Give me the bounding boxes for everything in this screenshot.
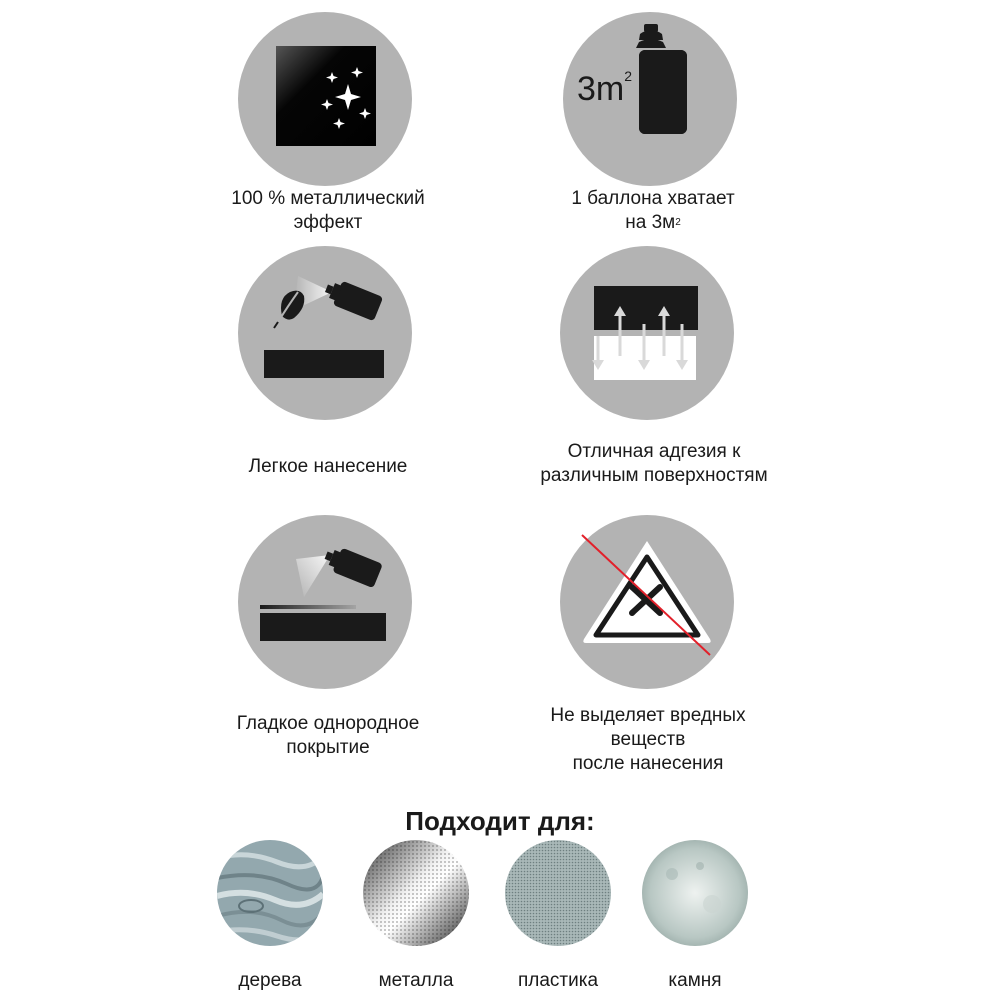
metal-texture-icon (363, 840, 469, 946)
smooth-coating-label: Гладкое однородное покрытие (236, 713, 420, 758)
plastic-texture-icon (505, 840, 611, 946)
sparkle-square-icon (238, 12, 412, 186)
material-plastic (505, 840, 611, 946)
material-label-wood: дерева (238, 970, 302, 991)
stone-texture-icon (642, 840, 748, 946)
material-label-metal: металла (378, 970, 454, 991)
material-wood (217, 840, 323, 946)
material-label-plastic: пластика (517, 970, 599, 991)
can-coverage-text: $3m^2$ (577, 68, 633, 108)
material-metal (363, 840, 469, 946)
material-label-stone: камня (668, 970, 722, 991)
wood-texture-icon (217, 840, 323, 946)
suitable-heading: Подходит для: (405, 806, 595, 836)
material-stone (642, 840, 748, 946)
feather-spray-icon (238, 246, 412, 420)
adhesion-label: Отличная адгезия к различным поверхностям (540, 441, 768, 486)
adhesion-arrows-icon (560, 246, 734, 420)
no-harmful-label: Не выделяет вредных веществ после нанесения (550, 705, 746, 774)
coverage-badge (563, 12, 737, 186)
no-harmful-badge (560, 515, 734, 689)
spray-surface-icon (238, 515, 412, 689)
easy-application-label: Легкое нанесение (248, 456, 408, 477)
easy-application-badge (238, 246, 412, 420)
coverage-label: 1 баллона хватает на $3м^2$ (571, 188, 735, 233)
metallic-effect-badge (238, 12, 412, 186)
no-hazard-icon (560, 515, 734, 689)
adhesion-badge (560, 246, 734, 420)
smooth-coating-badge (238, 515, 412, 689)
metallic-effect-label: 100 % металлический эффект (231, 188, 425, 233)
